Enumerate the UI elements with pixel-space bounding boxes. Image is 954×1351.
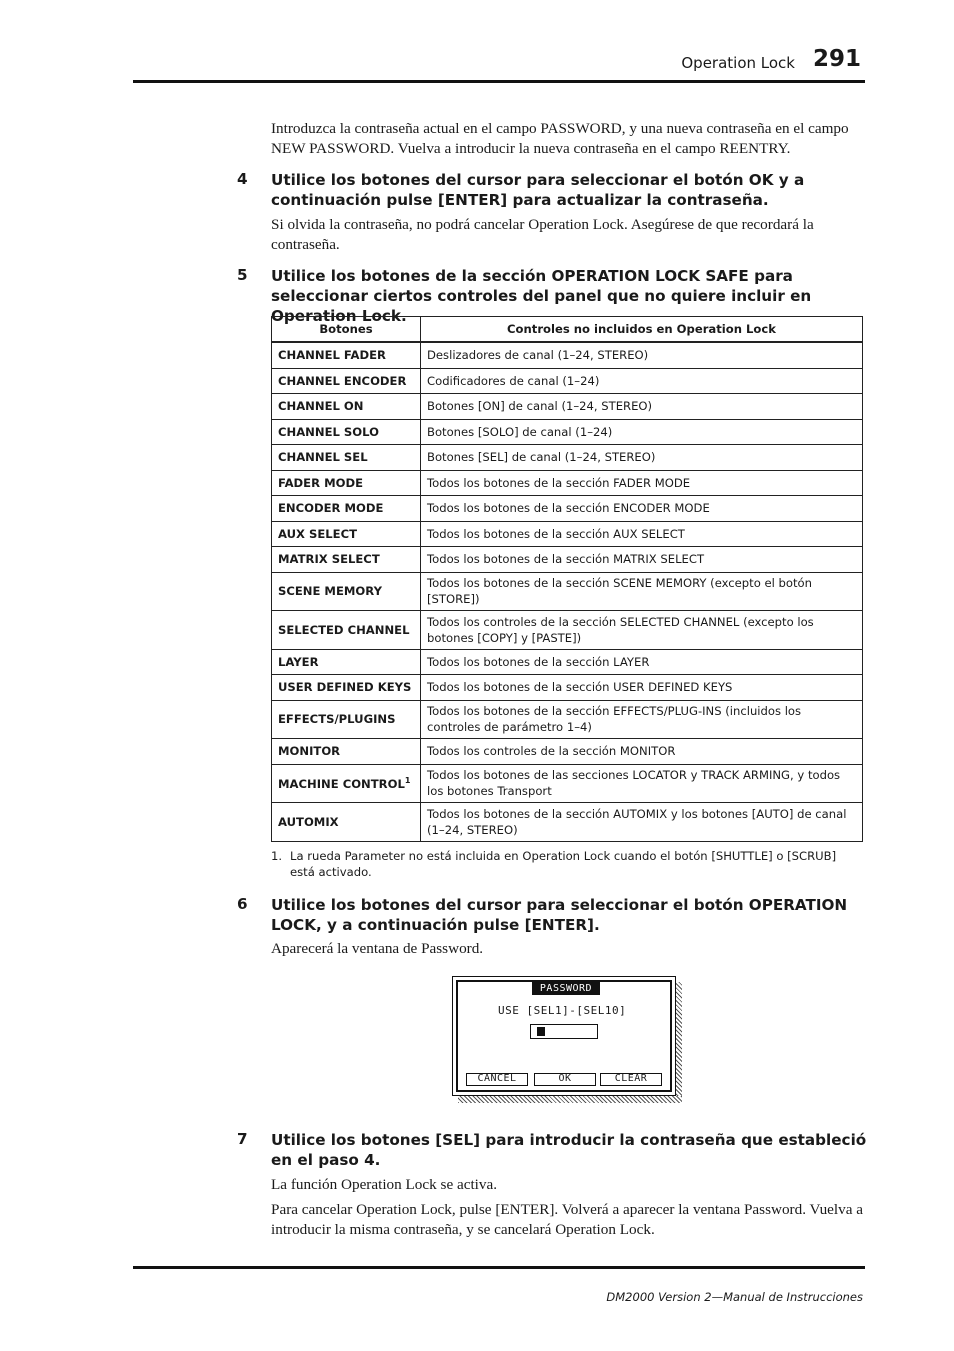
controls-cell: Todos los botones de las secciones LOCATOR y TRACK ARMING, y todos los botones Transport (421, 764, 863, 802)
button-name-text: MACHINE CONTROL (278, 776, 405, 791)
step-number: 4 (237, 170, 248, 188)
page-number: 291 (812, 46, 861, 72)
lcd-shadow (676, 982, 682, 1103)
password-prompt: USE [SEL1]-[SEL10] (498, 1004, 627, 1017)
table-row (272, 764, 863, 802)
table-row (272, 521, 863, 546)
clear-button[interactable]: CLEAR (600, 1073, 662, 1086)
table-row (272, 419, 863, 444)
table-footnote (271, 848, 863, 880)
header-rule (133, 80, 865, 83)
button-name-cell: FADER MODE (272, 470, 421, 495)
button-name-cell: CHANNEL FADER (272, 342, 421, 368)
note-text: Para cancelar Operation Lock, pulse [ENTER]. Volverá a aparecer la ventana Password. Vuelva a introducir la misma contraseña, y se cancelará Operation Lock. (271, 1201, 863, 1238)
step-instruction: Utilice los botones de la sección OPERATION LOCK SAFE para seleccionar ciertos controles del panel que no quiere incluir en Operation Lock. (271, 267, 812, 325)
table-row (272, 495, 863, 521)
password-window-title: PASSWORD (532, 982, 600, 995)
controls-cell: Todos los botones de la sección AUX SELECT (421, 521, 863, 546)
footer-rule (133, 1266, 865, 1269)
cursor-block (537, 1027, 545, 1036)
footer-manual-title: DM2000 Version 2—Manual de Instrucciones (606, 1290, 863, 1304)
button-name-cell: SELECTED CHANNEL (272, 610, 421, 649)
table-row (272, 572, 863, 610)
note-text: Si olvida la contraseña, no podrá cancelar Operation Lock. Asegúrese de que recordará la contraseña. (271, 216, 814, 253)
button-name-cell: AUTOMIX (272, 802, 421, 841)
button-name-cell: CHANNEL SEL (272, 444, 421, 470)
controls-cell: Todos los controles de la sección SELECTED CHANNEL (excepto los botones [COPY] y [PASTE]) (421, 610, 863, 649)
table-header-row (272, 317, 863, 343)
table-row (272, 700, 863, 738)
controls-cell: Todos los botones de la sección EFFECTS/PLUG-INS (incluidos los controles de parámetro 1–4) (421, 700, 863, 738)
table-row (272, 470, 863, 495)
table-row (272, 368, 863, 393)
step-6-note (271, 939, 865, 959)
lcd-frame (456, 980, 672, 1092)
step-instruction: Utilice los botones del cursor para seleccionar el botón OPERATION LOCK, y a continuación pulse [ENTER]. (271, 896, 848, 934)
step-7-note-1 (271, 1175, 865, 1195)
table-row (272, 444, 863, 470)
button-name-cell: CHANNEL SOLO (272, 419, 421, 444)
column-header-controls: Controles no incluidos en Operation Lock (421, 317, 863, 343)
table-row (272, 649, 863, 674)
button-name-cell: SCENE MEMORY (272, 572, 421, 610)
controls-cell: Deslizadores de canal (1–24, STEREO) (421, 342, 863, 368)
password-entry-field[interactable] (530, 1024, 598, 1039)
step-instruction: Utilice los botones [SEL] para introducir la contraseña que estableció en el paso 4. (271, 1131, 867, 1169)
controls-cell: Codificadores de canal (1–24) (421, 368, 863, 393)
controls-cell: Todos los botones de la sección LAYER (421, 649, 863, 674)
column-header-buttons: Botones (272, 317, 421, 343)
controls-cell: Botones [ON] de canal (1–24, STEREO) (421, 393, 863, 419)
intro-text: Introduzca la contraseña actual en el campo PASSWORD, y una nueva contraseña en el campo NEW PASSWORD. Vuelva a introducir la nueva contraseña en el campo REENTRY. (271, 120, 849, 157)
footnote-mark: 1. (271, 849, 283, 863)
controls-cell: Todos los botones de la sección USER DEFINED KEYS (421, 674, 863, 700)
footnote-text: La rueda Parameter no está incluida en Operation Lock cuando el botón [SHUTTLE] o [SCRUB] está activado. (290, 849, 837, 879)
button-name-cell: EFFECTS/PLUGINS (272, 700, 421, 738)
step-4-note (271, 215, 865, 255)
table-row (272, 674, 863, 700)
step-instruction: Utilice los botones del cursor para seleccionar el botón OK y a continuación pulse [ENTER] para actualizar la contraseña. (271, 171, 805, 209)
button-name-cell (272, 764, 421, 802)
password-window (452, 976, 676, 1096)
ok-button[interactable]: OK (534, 1073, 596, 1086)
table-row (272, 738, 863, 764)
button-name-cell: CHANNEL ON (272, 393, 421, 419)
button-name-cell: ENCODER MODE (272, 495, 421, 521)
lcd-shadow (458, 1096, 682, 1103)
controls-cell: Botones [SEL] de canal (1–24, STEREO) (421, 444, 863, 470)
step-number: 7 (237, 1130, 248, 1148)
controls-cell: Botones [SOLO] de canal (1–24) (421, 419, 863, 444)
controls-cell: Todos los botones de la sección AUTOMIX y los botones [AUTO] de canal (1–24, STEREO) (421, 802, 863, 841)
button-name-cell: MONITOR (272, 738, 421, 764)
controls-cell: Todos los botones de la sección SCENE MEMORY (excepto el botón [STORE]) (421, 572, 863, 610)
controls-cell: Todos los controles de la sección MONITOR (421, 738, 863, 764)
note-text: Aparecerá la ventana de Password. (271, 940, 484, 957)
table-row (272, 393, 863, 419)
cancel-button[interactable]: CANCEL (466, 1073, 528, 1086)
button-name-cell: MATRIX SELECT (272, 546, 421, 572)
table-row (272, 610, 863, 649)
intro-paragraph (271, 119, 865, 159)
controls-cell: Todos los botones de la sección ENCODER MODE (421, 495, 863, 521)
table-row (272, 802, 863, 841)
header-section-title: Operation Lock (681, 54, 795, 72)
operation-lock-safe-table (271, 316, 863, 842)
footnote-marker: 1 (404, 775, 411, 785)
step-7-note-2 (271, 1200, 865, 1240)
button-name-cell: USER DEFINED KEYS (272, 674, 421, 700)
step-number: 5 (237, 266, 248, 284)
button-name-cell: LAYER (272, 649, 421, 674)
controls-cell: Todos los botones de la sección FADER MODE (421, 470, 863, 495)
table-row (272, 546, 863, 572)
button-name-cell: AUX SELECT (272, 521, 421, 546)
controls-cell: Todos los botones de la sección MATRIX SELECT (421, 546, 863, 572)
table-row (272, 342, 863, 368)
step-number: 6 (237, 895, 248, 913)
note-text: La función Operation Lock se activa. (271, 1176, 498, 1193)
button-name-cell: CHANNEL ENCODER (272, 368, 421, 393)
